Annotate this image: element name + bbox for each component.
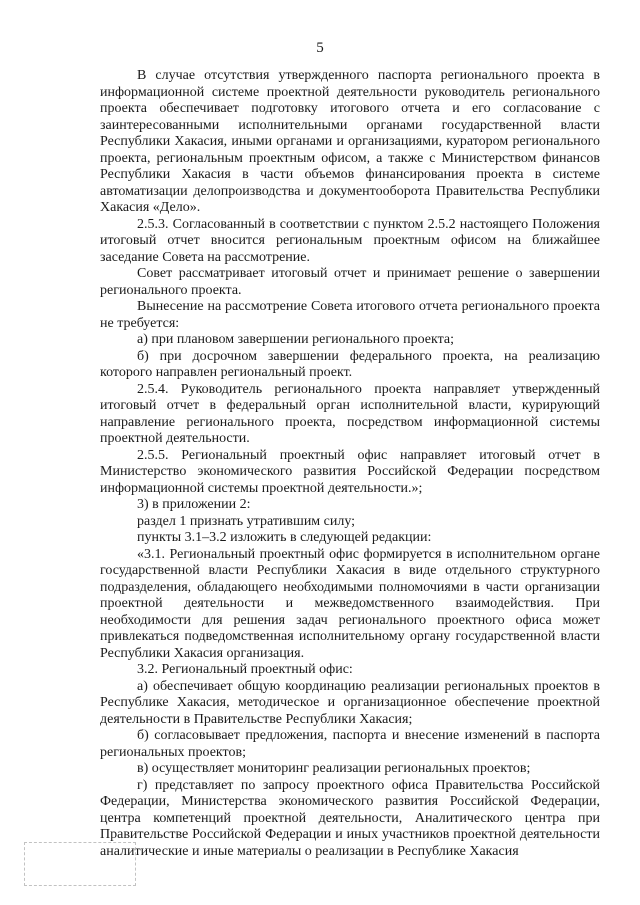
paragraph: 2.5.3. Согласованный в соответствии с пунктом 2.5.2 настоящего Положения итоговый отчет вносится региональным проектным офисом на ближайшее заседание Совета на рассмотрение. [100,216,600,265]
paragraph: в) осуществляет мониторинг реализации региональных проектов; [137,761,531,776]
paragraph: Совет рассматривает итоговый отчет и принимает решение о завершении регионального проекта. [100,266,600,298]
paragraph: 2.5.5. Региональный проектный офис направляет итоговый отчет в Министерство экономического развития Российской Федерации посредством информационной системы проектной деятельности.»; [100,447,600,496]
paragraph: а) при плановом завершении регионального проекта; [137,332,455,347]
paragraph: а) обеспечивает общую координацию реализации региональных проектов в Республике Хакасия, методическое и организационное обеспечение проектной деятельности в Правительстве Республики Хакасия; [100,678,600,727]
paragraph: 3.2. Региональный проектный офис: [137,662,353,677]
paragraph: раздел 1 признать утратившим силу; [137,513,356,529]
page-number: 5 [316,40,324,56]
paragraph: В случае отсутствия утвержденного паспорта регионального проекта в информационной системе проектной деятельности руководитель регионального проекта обеспечивает подготовку итогового отчета и его согласование с заинтересованными исполнительными органами государственной власти Республики Хакасия, иными органами и организациями, куратором регионального проекта, региональным проектным офисом, а также с Министерством финансов Республики Хакасия в части объемов финансирования проекта в системе автоматизации делопроизводства и документооборота Правительства Республики Хакасия «Дело». [100,68,600,215]
paragraph: г) представляет по запросу проектного офиса Правительства Российской Федерации, Министерства экономического развития Российской Федерации, центра компетенций проектной деятельности, Аналитического центра при Правительстве Российской Федерации и иных участников проектной деятельности аналитические и иные материалы о реализации в Республике Хакасия [100,777,600,859]
paragraph: 2.5.4. Руководитель регионального проекта направляет утвержденный итоговый отчет в федеральный орган исполнительной власти, курирующий направление регионального проекта, посредством информационной системы проектной деятельности. [100,381,600,446]
document-body [100,68,600,860]
paragraph: Вынесение на рассмотрение Совета итогового отчета регионального проекта не требуется: [100,299,600,331]
paragraph: пункты 3.1–3.2 изложить в следующей редакции: [137,530,432,545]
paragraph: б) согласовывает предложения, паспорта и внесение изменений в паспорта региональных проектов; [100,728,600,760]
paragraph: «3.1. Региональный проектный офис формируется в исполнительном органе государственной власти Республики Хакасия в виде отдельного структурного подразделения, обладающего необходимыми полномочиями в части организации проектной деятельности и межведомственного взаимодействия. При необходимости для решения задач регионального проектного офиса может привлекаться подведомственная исполнительному органу государственной власти Республики Хакасия организация. [100,546,600,661]
paragraph: б) при досрочном завершении федерального проекта, на реализацию которого направлен региональный проект. [100,348,600,380]
paragraph: 3) в приложении 2: [137,497,251,512]
registration-stamp [24,842,136,886]
